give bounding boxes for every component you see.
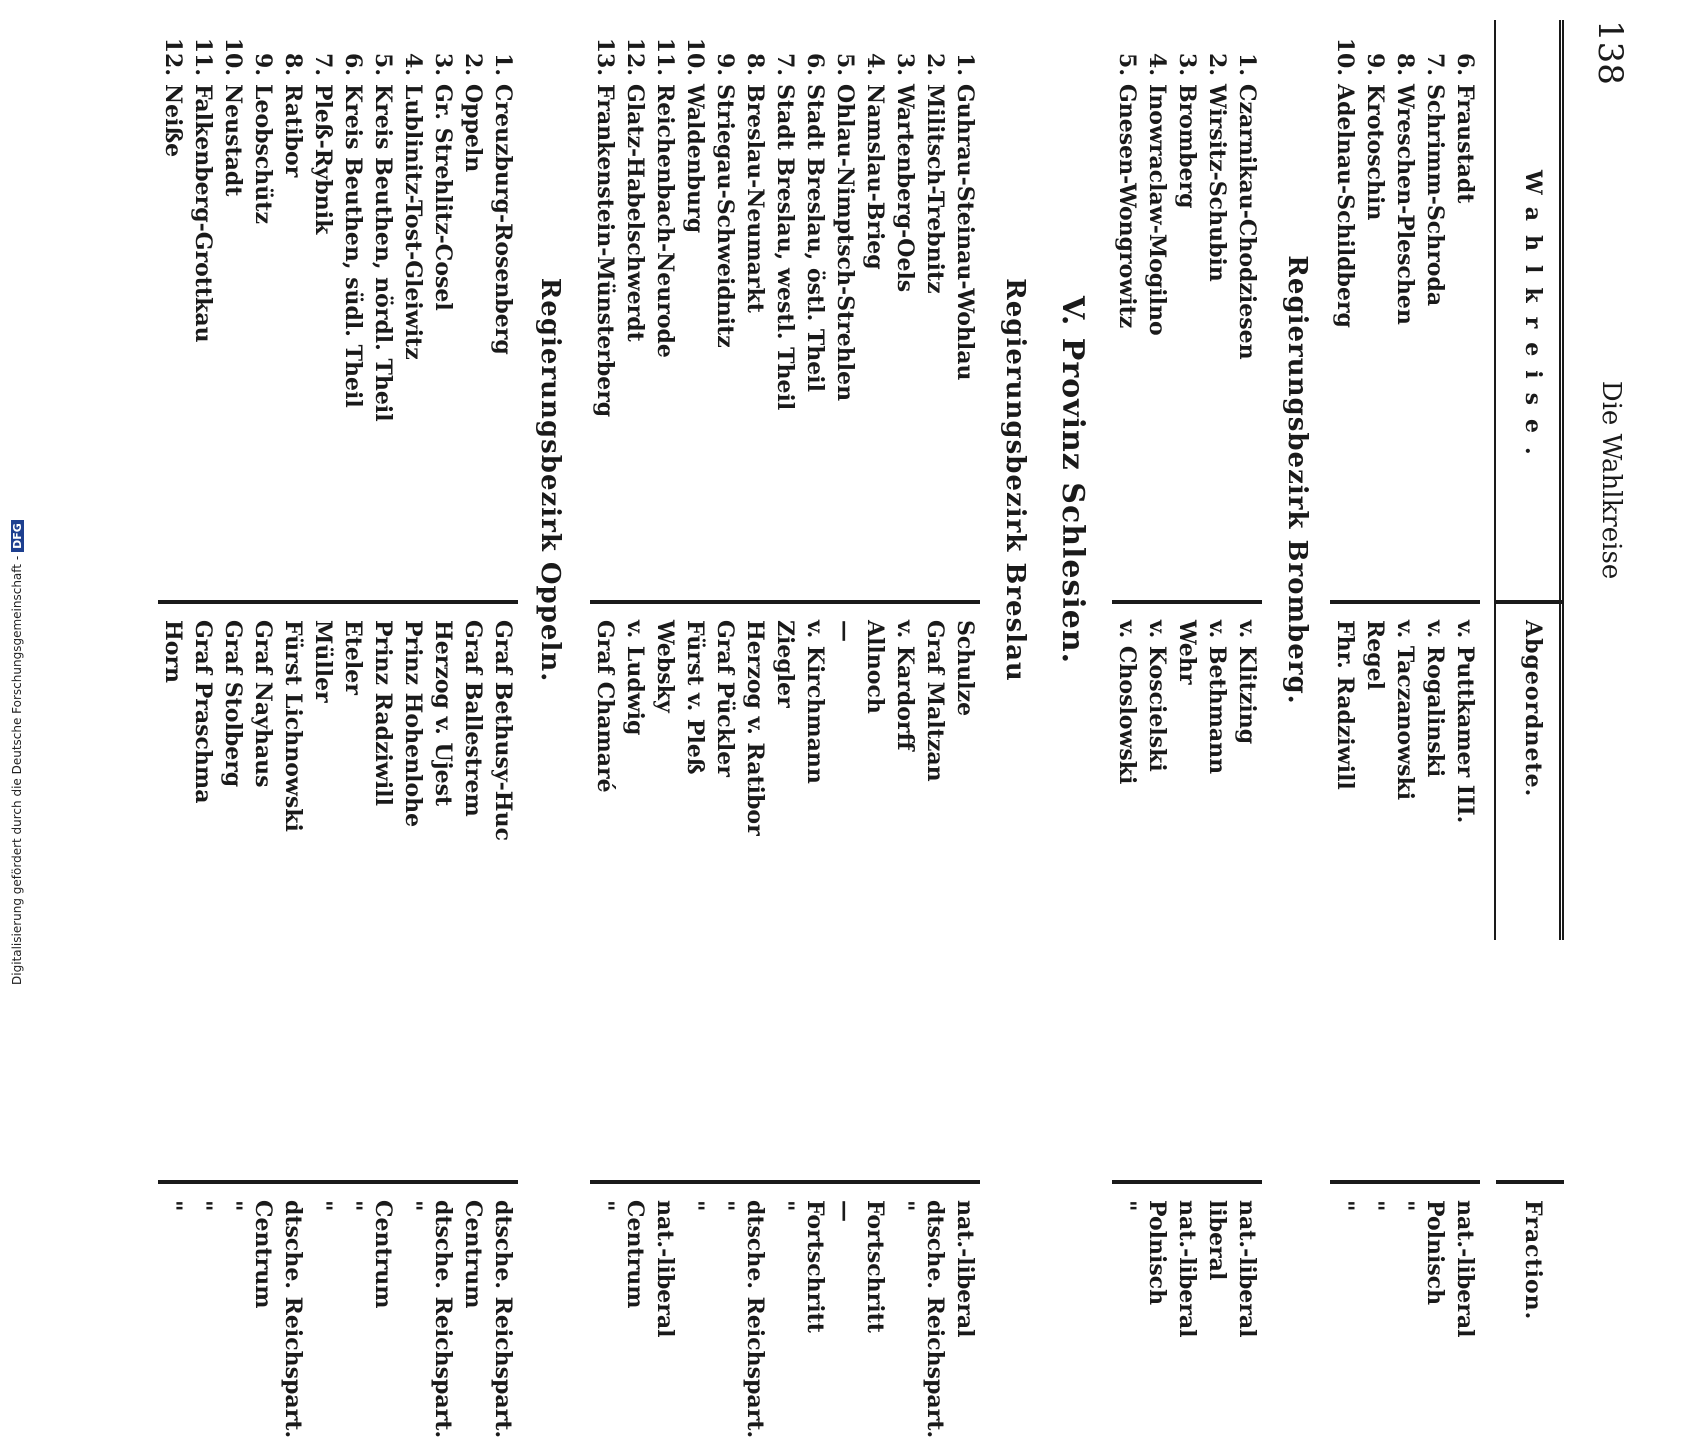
district-name: Stadt Breslau, westl. Theil — [772, 84, 798, 411]
faction-name: dtsche. Reichspart. — [430, 1200, 456, 1438]
deputy-name: Fürst Lichnowski — [280, 620, 306, 832]
bromberg-heading: Regierungsbezirk Bromberg. — [1282, 255, 1312, 705]
deputy-name: Prinz Radziwill — [370, 620, 396, 806]
faction-name: " — [592, 1200, 618, 1212]
faction-name: " — [310, 1200, 336, 1212]
deputy-name: Graf Pückler — [712, 620, 738, 777]
row-number: 10. — [220, 37, 246, 76]
faction-name: nat.-liberal — [952, 1200, 978, 1338]
district-name: Guhrau-Steinau-Wohlau — [952, 84, 978, 381]
district-name: Ratibor — [280, 84, 306, 178]
row-number: 4. — [862, 53, 888, 76]
district-name: Adelnau-Schildberg — [1332, 84, 1358, 328]
breslau-heading: Regierungsbezirk Breslau — [1000, 278, 1030, 682]
column-header-deputy: Abgeordnete. — [1520, 620, 1546, 798]
deputy-name: — — [832, 620, 858, 642]
faction-name: " — [712, 1200, 738, 1212]
row-number: 3. — [892, 53, 918, 76]
row-number: 11. — [190, 37, 216, 76]
row-number: 1. — [1234, 53, 1260, 76]
district-name: Gnesen-Wongrowitz — [1114, 84, 1140, 329]
row-number: 6. — [1452, 53, 1478, 76]
deputy-name: v. Klitzing — [1234, 620, 1260, 745]
row-number: 7. — [772, 53, 798, 76]
row-number: 4. — [400, 53, 426, 76]
deputy-name: Wehr — [1174, 620, 1200, 685]
deputy-name: v. Taczanowski — [1392, 620, 1418, 801]
faction-name: — — [832, 1200, 858, 1222]
row-number: 5. — [1114, 53, 1140, 76]
column-divider — [590, 1180, 980, 1184]
column-divider — [1330, 1180, 1480, 1184]
deputy-name: Graf Ballestrem — [460, 620, 486, 817]
column-divider — [1330, 600, 1480, 604]
deputy-name: Herzog v. Ujest — [430, 620, 456, 807]
deputy-name: Schulze — [952, 620, 978, 717]
row-number: 8. — [1392, 53, 1418, 76]
column-divider — [1496, 1180, 1564, 1184]
row-number: 10. — [682, 37, 708, 76]
deputy-name: Regel — [1362, 620, 1388, 691]
district-name: Kreis Beuthen, nördl. Theil — [370, 84, 396, 422]
district-name: Schrimm-Schroda — [1422, 84, 1448, 307]
deputy-name: Graf Praschma — [190, 620, 216, 804]
faction-name: " — [1362, 1200, 1388, 1212]
row-number: 10. — [1332, 37, 1358, 76]
column-divider — [158, 1180, 518, 1184]
district-name: Glatz-Habelschwerdt — [622, 84, 648, 342]
deputy-name: Graf Maltzan — [922, 620, 948, 782]
faction-name: liberal — [1204, 1200, 1230, 1281]
faction-name: nat.-liberal — [1234, 1200, 1260, 1338]
row-number: 1. — [490, 53, 516, 76]
row-number: 1. — [952, 53, 978, 76]
rotated-book-page — [80, 20, 1630, 1438]
deputy-name: v. Ludwig — [622, 620, 648, 736]
row-number: 6. — [802, 53, 828, 76]
district-name: Stadt Breslau, östl. Theil — [802, 84, 828, 392]
row-number: 3. — [1174, 53, 1200, 76]
district-name: Waldenburg — [682, 84, 708, 234]
row-number: 9. — [712, 53, 738, 76]
deputy-name: v. Kirchmann — [802, 620, 828, 784]
deputy-name: Graf Stolberg — [220, 620, 246, 788]
faction-name: Centrum — [370, 1200, 396, 1309]
district-name: Bromberg — [1174, 84, 1200, 209]
faction-name: " — [1332, 1200, 1358, 1212]
row-number: 8. — [742, 53, 768, 76]
faction-name: " — [340, 1200, 366, 1212]
faction-name: " — [400, 1200, 426, 1212]
digitization-note-text: Digitalisierung gefördert durch die Deutsche Forschungsgemeinschaft - — [10, 555, 24, 985]
district-name: Wirsitz-Schubin — [1204, 84, 1230, 282]
column-header-faction: Fraction. — [1520, 1200, 1546, 1321]
deputy-name: v. Choslowski — [1114, 620, 1140, 785]
deputy-name: v. Kardorff — [892, 620, 918, 751]
faction-name: nat.-liberal — [1452, 1200, 1478, 1338]
district-name: Reichenbach-Neurode — [652, 84, 678, 358]
row-number: 2. — [460, 53, 486, 76]
column-divider — [1112, 600, 1262, 604]
district-name: Neustadt — [220, 84, 246, 197]
row-number: 9. — [250, 53, 276, 76]
faction-name: " — [682, 1200, 708, 1212]
faction-name: Polnisch — [1144, 1200, 1170, 1306]
deputy-name: Prinz Hohenlohe — [400, 620, 426, 828]
district-name: Pleß-Rybnik — [310, 84, 336, 235]
district-name: Gr. Strehlitz-Cosel — [430, 84, 456, 311]
district-name: Lublinitz-Tost-Gleiwitz — [400, 84, 426, 360]
faction-name: dtsche. Reichspart. — [742, 1200, 768, 1438]
faction-name: " — [892, 1200, 918, 1212]
row-number: 6. — [340, 53, 366, 76]
deputy-name: Graf Chamaré — [592, 620, 618, 793]
deputy-name: v. Koscielski — [1144, 620, 1170, 772]
column-header-district: Wahlkreise. — [1520, 170, 1546, 469]
faction-name: " — [1114, 1200, 1140, 1212]
row-number: 7. — [310, 53, 336, 76]
district-name: Frankenstein-Münsterberg — [592, 84, 618, 418]
deputy-name: Müller — [310, 620, 336, 703]
dfg-logo: DFG — [11, 520, 24, 552]
row-number: 5. — [370, 53, 396, 76]
column-divider — [1496, 600, 1564, 604]
faction-name: " — [1392, 1200, 1418, 1212]
row-number: 12. — [160, 37, 186, 76]
district-name: Ohlau-Nimptsch-Strehlen — [832, 84, 858, 402]
district-name: Neiße — [160, 84, 186, 158]
faction-name: Centrum — [622, 1200, 648, 1309]
deputy-name: Graf Bethusy-Huc — [490, 620, 516, 841]
deputy-name: Herzog v. Ratibor — [742, 620, 768, 836]
column-divider — [158, 600, 518, 604]
row-number: 4. — [1144, 53, 1170, 76]
deputy-name: Websky — [652, 620, 678, 713]
running-head: Die Wahlkreise — [1596, 380, 1626, 580]
row-number: 12. — [622, 37, 648, 76]
district-name: Leobschütz — [250, 84, 276, 224]
row-number: 2. — [1204, 53, 1230, 76]
deputy-name: Fhr. Radziwill — [1332, 620, 1358, 790]
deputy-name: Fürst v. Pleß — [682, 620, 708, 775]
deputy-name: Allnoch — [862, 620, 888, 714]
faction-name: Centrum — [460, 1200, 486, 1309]
column-divider — [1112, 1180, 1262, 1184]
faction-name: Fortschritt — [862, 1200, 888, 1333]
row-number: 3. — [430, 53, 456, 76]
province-heading: V. Provinz Schlesien. — [1055, 295, 1090, 665]
faction-name: " — [190, 1200, 216, 1212]
faction-name: dtsche. Reichspart. — [280, 1200, 306, 1438]
row-number: 7. — [1422, 53, 1448, 76]
district-name: Breslau-Neumarkt — [742, 84, 768, 313]
district-name: Militsch-Trebnitz — [922, 84, 948, 294]
row-number: 8. — [280, 53, 306, 76]
district-name: Wreschen-Pleschen — [1392, 84, 1418, 325]
faction-name: nat.-liberal — [652, 1200, 678, 1338]
row-number: 5. — [832, 53, 858, 76]
faction-name: dtsche. Reichspart. — [922, 1200, 948, 1438]
deputy-name: Ziegler — [772, 620, 798, 708]
digitization-note — [10, 25, 24, 985]
district-name: Czarnikau-Chodziesen — [1234, 84, 1260, 360]
deputy-name: Eteler — [340, 620, 366, 695]
column-divider — [590, 600, 980, 604]
district-name: Inowraclaw-Mogilno — [1144, 84, 1170, 336]
deputy-name: v. Puttkamer III. — [1452, 620, 1478, 824]
district-name: Oppeln — [460, 84, 486, 173]
faction-name: " — [160, 1200, 186, 1212]
district-name: Fraustadt — [1452, 84, 1478, 204]
row-number: 13. — [592, 37, 618, 76]
faction-name: dtsche. Reichspart. — [490, 1200, 516, 1438]
top-double-rule — [1559, 20, 1564, 940]
deputy-name: v. Rogalinski — [1422, 620, 1448, 778]
district-name: Creuzburg-Rosenberg — [490, 84, 516, 355]
row-number: 2. — [922, 53, 948, 76]
deputy-name: v. Bethmann — [1204, 620, 1230, 775]
oppeln-heading: Regierungsbezirk Oppeln. — [535, 277, 565, 683]
page-number: 138 — [1590, 20, 1630, 85]
deputy-name: Horn — [160, 620, 186, 684]
faction-name: " — [772, 1200, 798, 1212]
row-number: 9. — [1362, 53, 1388, 76]
district-name: Kreis Beuthen, südl. Theil — [340, 84, 366, 408]
district-name: Namslau-Brieg — [862, 84, 888, 270]
faction-name: " — [220, 1200, 246, 1212]
faction-name: Fortschritt — [802, 1200, 828, 1333]
district-name: Krotoschin — [1362, 84, 1388, 221]
district-name: Wartenberg-Oels — [892, 84, 918, 293]
deputy-name: Graf Nayhaus — [250, 620, 276, 788]
faction-name: Centrum — [250, 1200, 276, 1309]
district-name: Falkenberg-Grottkau — [190, 84, 216, 343]
header-rule — [1494, 20, 1496, 940]
district-name: Striegau-Schweidnitz — [712, 84, 738, 348]
row-number: 11. — [652, 37, 678, 76]
faction-name: nat.-liberal — [1174, 1200, 1200, 1338]
faction-name: Polnisch — [1422, 1200, 1448, 1306]
